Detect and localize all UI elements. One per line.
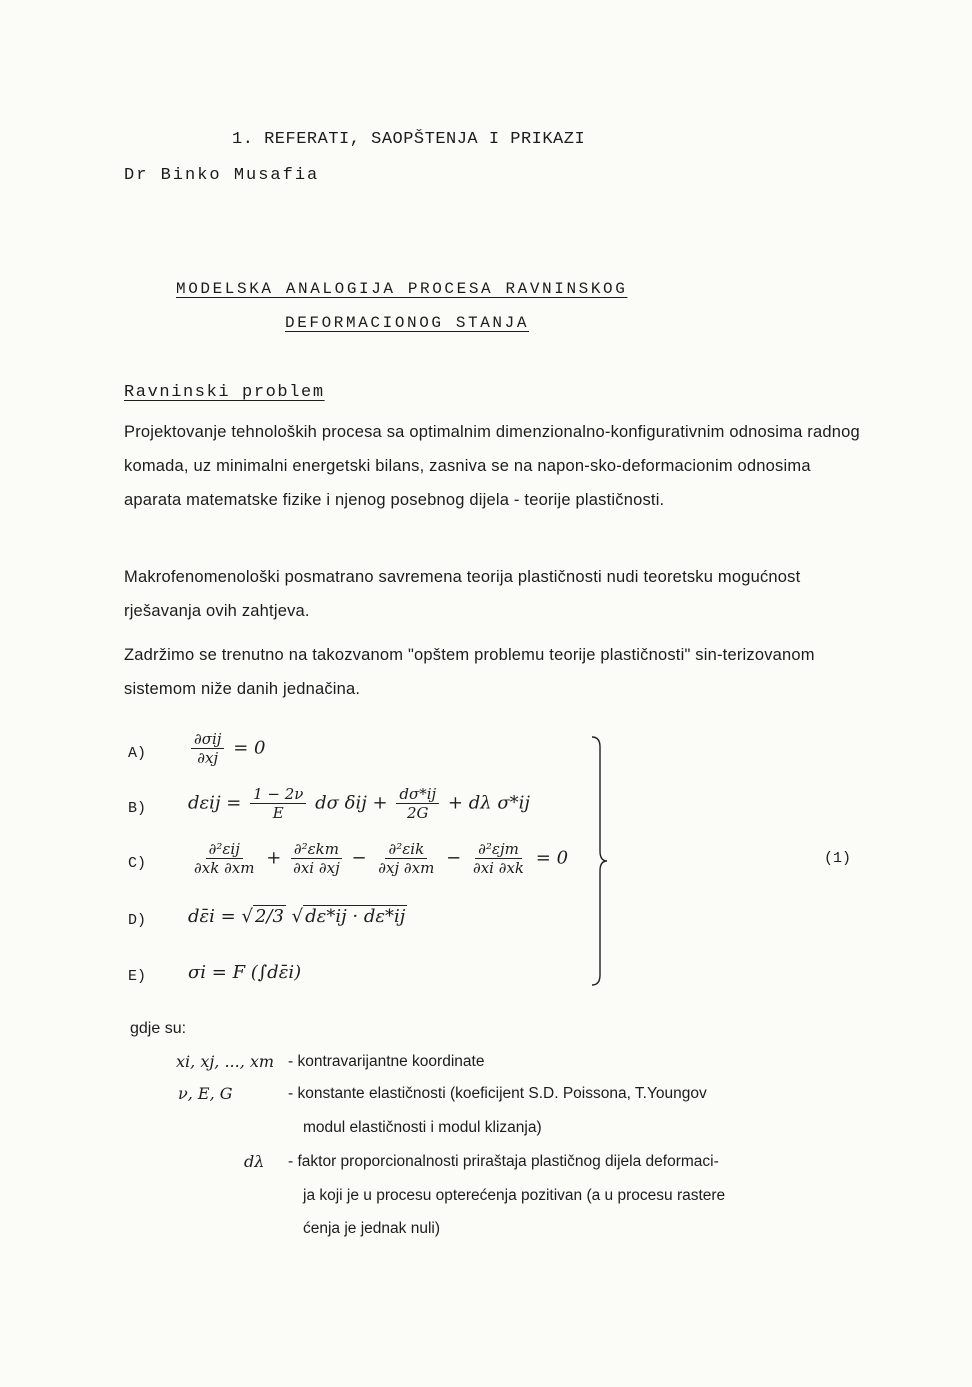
author-name: Dr Binko Musafia: [124, 166, 320, 185]
eq-label-e: E): [128, 968, 147, 985]
subheading: Ravninski problem: [124, 383, 325, 402]
eq-d-root2: dε*ij · dε*ij: [305, 906, 406, 927]
equation-c: [188, 840, 568, 877]
eq-c-op1: +: [266, 847, 282, 869]
equation-b: [188, 785, 530, 822]
equation-number: (1): [824, 850, 852, 867]
equation-brace-icon: [590, 735, 608, 987]
eq-label-b: B): [128, 800, 147, 817]
definitions-intro: gdje su:: [130, 1020, 187, 1037]
paragraph-1: Projektovanje tehnoloških procesa sa optimalnim dimenzionalno-konfigurativnim odnosima radnog komada, uz minimalni energetski bilans, zasniva se na napon-sko-deformacionim odnosima aparata matematske fizike i njenog posebnog dijela - teorije plastičnosti.: [124, 423, 860, 509]
paragraph-2: Makrofenomenološki posmatrano savremena teorija plastičnosti nudi teoretsku mogućnost rješavanja ovih zahtjeva.: [124, 568, 801, 620]
eq-c-op2: −: [351, 847, 367, 869]
eq-a-denominator: ∂xj: [197, 749, 219, 767]
eq-c-term1-den: ∂xk ∂xm: [194, 859, 255, 877]
eq-c-op3: −: [446, 847, 462, 869]
eq-d-lhs: dε̄i =: [188, 906, 236, 927]
eq-b-frac1-den: E: [272, 804, 284, 822]
eq-c-term3-num: ∂²εik: [385, 840, 427, 859]
eq-b-frac1-num: 1 − 2ν: [250, 785, 306, 804]
def-symbol-lambda: dλ: [244, 1152, 265, 1171]
eq-b-mid: dσ δij +: [315, 792, 388, 814]
section-heading: 1. REFERATI, SAOPŠTENJA I PRIKAZI: [232, 130, 586, 149]
def-symbol-constants: ν, E, G: [178, 1084, 233, 1103]
eq-a-numerator: ∂σij: [191, 730, 224, 749]
def-text-lambda: - faktor proporcionalnosti priraštaja plastičnog dijela deformaci-: [288, 1153, 719, 1170]
title-line-2: DEFORMACIONOG STANJA: [285, 314, 530, 332]
equation-a: [188, 730, 265, 767]
eq-label-c: C): [128, 855, 147, 872]
eq-b-lhs: dεij =: [188, 792, 242, 814]
equation-d: dε̄i = √ 2/3 √ dε*ij · dε*ij: [188, 906, 406, 927]
equation-e: σi = F (∫dε̄i): [188, 962, 302, 983]
eq-c-term3-den: ∂xj ∂xm: [378, 859, 435, 877]
def-symbol-coordinates: xi, xj, ..., xm: [176, 1052, 275, 1071]
eq-c-term4-den: ∂xi ∂xk: [472, 859, 525, 877]
eq-c-term1-num: ∂²εij: [206, 840, 243, 859]
eq-c-term2-num: ∂²εkm: [291, 840, 342, 859]
eq-label-d: D): [128, 912, 147, 929]
title-line-1: MODELSKA ANALOGIJA PROCESA RAVNINSKOG: [176, 280, 628, 298]
eq-c-term4-num: ∂²εjm: [475, 840, 522, 859]
def-text-lambda-cont: ja koji je u procesu opterećenja pozitivan (a u procesu rastere: [303, 1187, 726, 1204]
eq-b-frac2-den: 2G: [406, 804, 429, 822]
def-text-constants: - konstante elastičnosti (koeficijent S.D. Poissona, T.Youngov: [288, 1085, 707, 1102]
eq-c-term2-den: ∂xi ∂xj: [293, 859, 340, 877]
eq-b-rhs: + dλ σ*ij: [447, 792, 530, 814]
eq-b-frac2-num: dσ*ij: [396, 785, 439, 804]
paragraph-3: Zadržimo se trenutno na takozvanom "opštem problemu teorije plastičnosti" sin-terizovanom sistemom niže danih jednačina.: [124, 646, 815, 698]
def-text-coordinates: - kontravarijantne koordinate: [288, 1053, 485, 1070]
def-text-constants-cont: modul elastičnosti i modul klizanja): [303, 1119, 542, 1136]
eq-label-a: A): [128, 745, 147, 762]
def-text-lambda-cont2: ćenja je jednak nuli): [303, 1220, 441, 1237]
eq-c-rhs: = 0: [535, 847, 569, 869]
eq-d-root1: 2/3: [254, 906, 284, 927]
eq-a-rhs: = 0: [233, 737, 266, 759]
